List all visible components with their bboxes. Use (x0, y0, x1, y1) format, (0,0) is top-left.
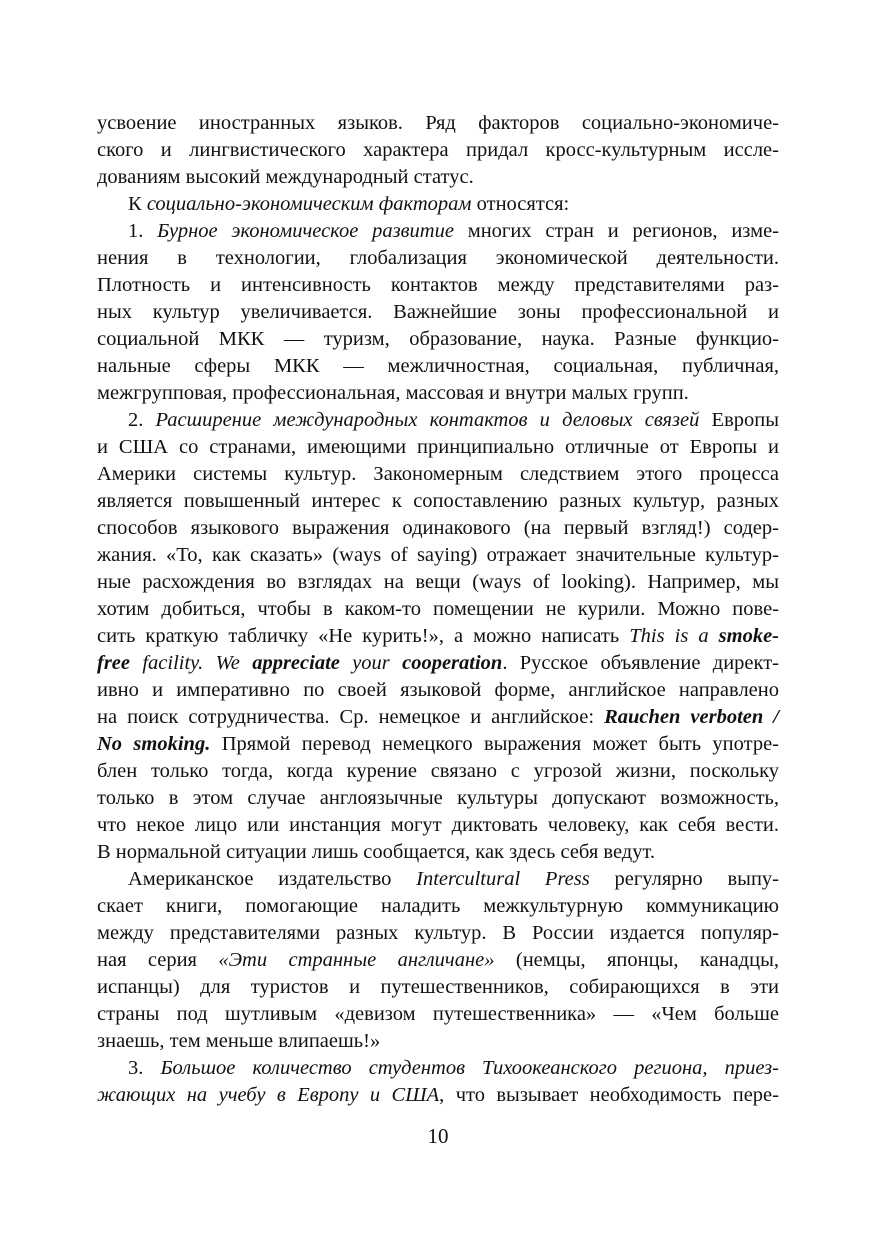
text-run: Американское издательство (128, 868, 417, 890)
text-line: скает книги, помогающие наладить межкультурную коммуникацию (97, 895, 779, 917)
text-line: только в этом случае англоязычные культуры допускают возможность, (97, 787, 779, 809)
text-line: испанцы) для туристов и путешественников, собирающихся в эти (97, 976, 779, 998)
text-run: appreciate (252, 652, 340, 674)
text-line (97, 704, 779, 731)
text-run: 1. (128, 220, 158, 242)
text-line: блен только тогда, когда курение связано с угрозой жизни, поскольку (97, 760, 779, 782)
text-line: между представителями разных культур. В России издается популяр- (97, 922, 779, 944)
text-line (97, 731, 779, 758)
text-run: К (128, 193, 147, 215)
page-number: 10 (427, 1124, 449, 1148)
text-line: нения в технологии, глобализация экономической деятельности. (97, 247, 779, 269)
text-run: your (339, 652, 403, 674)
text-run: сить краткую табличку «Не курить!», а можно написать (97, 625, 630, 647)
text-run: , что вызывает необходимость пере- (439, 1084, 779, 1106)
text-line: усвоение иностранных языков. Ряд факторов социально-экономиче- (97, 112, 779, 134)
text-line: является повышенный интерес к сопоставлению разных культур, разных (97, 490, 779, 512)
text-line: хотим добиться, чтобы в каком-то помещении не курили. Можно пове- (97, 598, 779, 620)
text-line (128, 866, 779, 893)
text-run: Прямой перевод немецкого выражения может быть употре- (210, 733, 780, 755)
text-line (128, 218, 779, 245)
text-run: регулярно выпу- (589, 868, 779, 890)
text-line: ные расхождения во взглядах на вещи (ways of looking). Например, мы (97, 571, 779, 593)
text-line: нальные сферы МКК — межличностная, социальная, публичная, (97, 355, 779, 377)
text-run: ная серия (97, 949, 219, 971)
text-run: «Эти странные англичане» (218, 949, 495, 971)
text-run: Intercultural Press (416, 868, 590, 890)
text-run: социально-экономическим факторам (146, 193, 472, 215)
text-line (97, 947, 779, 974)
text-run: Бурное экономическое развитие (157, 220, 454, 242)
text-line: Америки системы культур. Закономерным следствием этого процесса (97, 463, 779, 485)
text-line (128, 407, 779, 434)
text-run: Rauchen verboten / (604, 706, 779, 728)
text-line (97, 623, 779, 650)
text-run: многих стран и регионов, изме- (453, 220, 779, 242)
text-line (97, 1082, 779, 1109)
text-line: ского и лингвистического характера придал кросс-культурным иссле- (97, 139, 779, 161)
text-line (97, 650, 779, 677)
text-run: No smoking. (97, 733, 211, 755)
text-line: В нормальной ситуации лишь сообщается, как здесь себя ведут. (97, 841, 656, 863)
text-run: 2. (128, 409, 156, 431)
text-line: социальной МКК — туризм, образование, наука. Разные функцио- (97, 328, 779, 350)
text-run: на поиск сотрудничества. Ср. немецкое и английское: (97, 706, 605, 728)
text-run: (немцы, японцы, канадцы, (494, 949, 779, 971)
text-run: . Русское объявление директ- (502, 652, 779, 674)
text-run: Расширение международных контактов и деловых связей (155, 409, 700, 431)
text-line: жания. «То, как сказать» (ways of saying) отражает значительные культур- (97, 544, 779, 566)
text-line: Плотность и интенсивность контактов между представителями раз- (97, 274, 779, 296)
text-run: free (97, 652, 131, 674)
text-line: способов языкового выражения одинакового (на первый взгляд!) содер- (97, 517, 779, 539)
text-run: facility. We (130, 652, 253, 674)
text-line: ивно и императивно по своей языковой форме, английское направлено (97, 679, 779, 701)
text-line: и США со странами, имеющими принципиально отличные от Европы и (97, 436, 779, 458)
text-run: smoke- (718, 625, 779, 647)
text-line (128, 1055, 779, 1082)
text-line: страны под шутливым «девизом путешественника» — «Чем больше (97, 1003, 779, 1025)
text-line: ных культур увеличивается. Важнейшие зоны профессиональной и (97, 301, 779, 323)
text-line: дованиям высокий международный статус. (97, 166, 474, 188)
text-run: This is a (629, 625, 719, 647)
text-run: Европы (699, 409, 780, 431)
text-run: 3. (128, 1057, 161, 1079)
text-line: знаешь, тем меньше влипаешь!» (97, 1030, 381, 1052)
text-line: что некое лицо или инстанция могут диктовать человеку, как себя вести. (97, 814, 779, 836)
text-run: cooperation (402, 652, 503, 674)
text-line (128, 191, 779, 218)
text-line: межгрупповая, профессиональная, массовая и внутри малых групп. (97, 382, 689, 404)
text-run: жающих на учебу в Европу и США (97, 1084, 440, 1106)
text-run: Большое количество студентов Тихоокеанского региона, приез- (160, 1057, 779, 1079)
text-run: относятся: (471, 193, 570, 215)
